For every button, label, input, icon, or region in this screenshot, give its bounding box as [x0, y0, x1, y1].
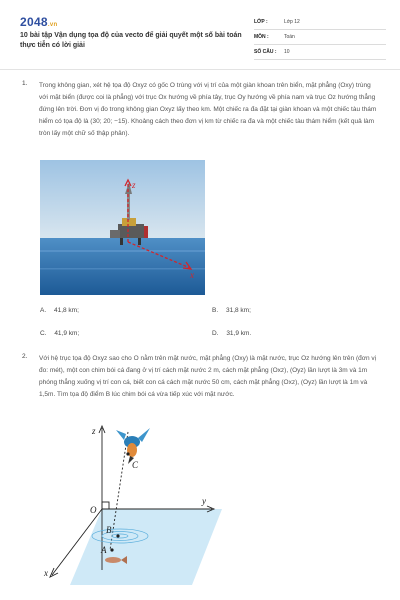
- meta-value: Toán: [284, 34, 295, 40]
- c-label: C: [132, 460, 139, 470]
- option-a[interactable]: [40, 307, 79, 314]
- option-text: 31,8 km;: [225, 307, 251, 314]
- oil-rig-image: [40, 160, 205, 295]
- meta-row-subject: [254, 30, 386, 45]
- z-label: z: [92, 426, 96, 436]
- meta-table: [254, 15, 386, 60]
- x-label: x: [44, 568, 48, 578]
- a-label: A: [101, 545, 107, 555]
- option-label: C.: [40, 330, 47, 337]
- meta-row-count: [254, 45, 386, 60]
- option-text: 41,8 km;: [53, 307, 79, 314]
- option-b[interactable]: [212, 307, 251, 314]
- b-label: B: [106, 525, 112, 535]
- question-number: 2.: [22, 353, 28, 360]
- meta-key: MÔN :: [254, 34, 269, 40]
- meta-key: LỚP :: [254, 19, 268, 25]
- option-label: B.: [212, 307, 219, 314]
- question-number: 1.: [22, 80, 28, 87]
- y-label: y: [202, 496, 206, 506]
- page-header: [0, 0, 400, 70]
- point-a: [110, 548, 113, 551]
- meta-value: 10: [284, 49, 290, 55]
- question-text: Trong không gian, xét hệ tọa độ Oxyz có gốc O trùng với vị trí của một giàn khoan trên biển, mặt phẳng (Oxy) trùng với mặt biển (được coi là phẳng) với trục Ox hướng về phía tây, trục Oy hướng về phía nam và trục Oz hướng thẳng đứng lên trời. Đơn vị đo trong không gian Oxyz lấy theo km. Một chiếc ra đa đặt tại giàn khoan và một chiếc tàu thám hiểm có tọa độ là (30; 20; −15). Khoảng cách theo đơn vị km từ chiếc ra đa và một chiếc tàu thám hiểm (kết quả làm tròn lấy một chữ số thập phân).: [39, 82, 377, 137]
- option-c[interactable]: [40, 330, 79, 337]
- z-axis-label: z: [132, 180, 136, 190]
- option-label: A.: [40, 307, 47, 314]
- option-label: D.: [212, 330, 219, 337]
- logo-suffix: .vn: [47, 22, 58, 28]
- logo-text: 2048: [20, 15, 48, 29]
- kingfisher-icon: [116, 428, 150, 464]
- meta-key: SỐ CÂU :: [254, 49, 277, 55]
- meta-value: Lớp 12: [284, 19, 300, 25]
- option-text: 31,9 km.: [226, 330, 252, 337]
- point-c: [126, 452, 129, 455]
- option-d[interactable]: [212, 330, 251, 337]
- option-text: 41,9 km;: [54, 330, 80, 337]
- document-title: 10 bài tập Vận dụng tọa độ của vecto để giải quyết một số bài toán thực tiễn có lời giải: [20, 32, 242, 49]
- question-text: Với hệ trục tọa độ Oxyz sao cho O nằm trên mặt nước, mặt phẳng (Oxy) là mặt nước, trục Oz hướng lên trên (đơn vị đo: mét), một con chim bói cá đang ở vị trí cách mặt nước 2 m, cách mặt phẳng (Oxz), (Oyz) lần lượt là 3m và 1m phóng thẳng xuống vị trí con cá, biết con cá cách mặt nước 50 cm, cách mặt phẳng (Oxz), (Oyz) lần lượt là 1m và 1,5m. Tìm tọa độ điểm B lúc chim bói cá vừa tiếp xúc với mặt nước.: [39, 355, 377, 398]
- origin-label: O: [90, 505, 97, 515]
- point-b: [116, 534, 119, 537]
- meta-row-class: [254, 15, 386, 30]
- site-logo[interactable]: [20, 15, 57, 29]
- x-axis-label: x: [190, 270, 194, 280]
- kingfisher-diagram: [40, 420, 225, 585]
